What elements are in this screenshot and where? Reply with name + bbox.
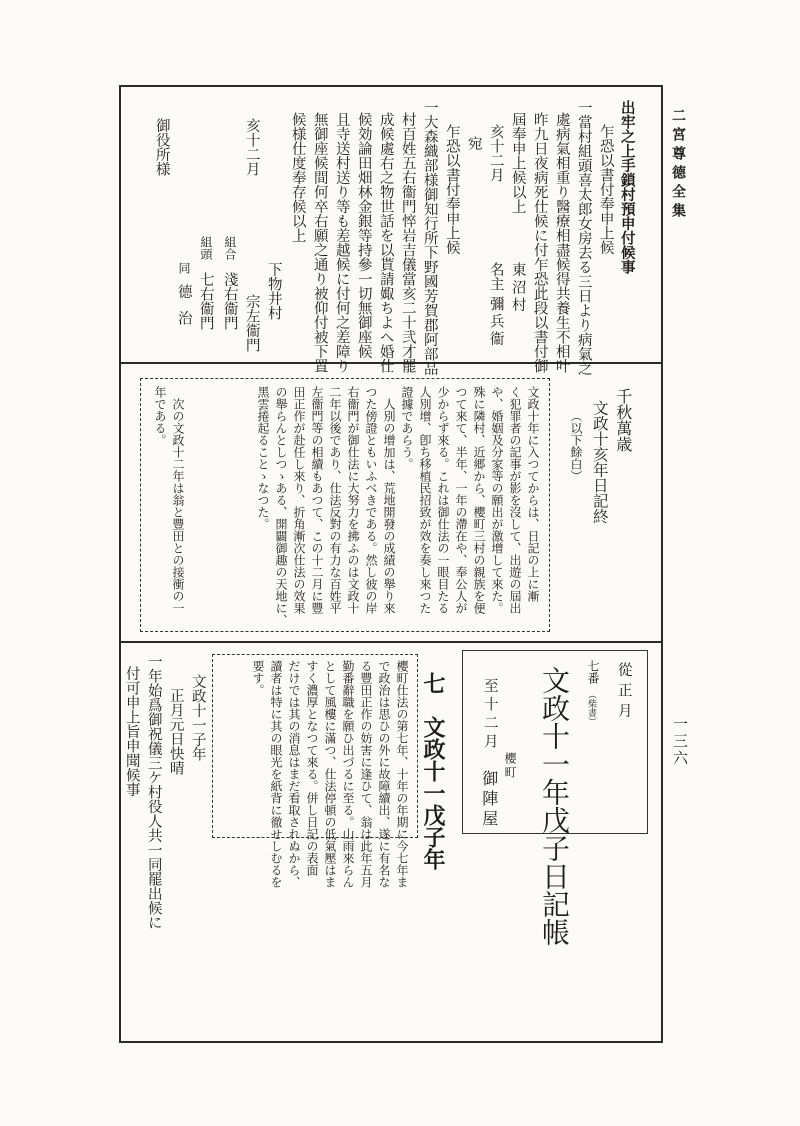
commentary-line: 櫻町仕法の第七年、十年の年期に今七年ま: [395, 660, 409, 888]
commentary-line: 田正作が赴任し來り、折角漸次仕法の效果: [292, 386, 306, 614]
title-location-small: 櫻町: [503, 752, 517, 780]
top-line: 乍恐以書付奉申上候: [443, 124, 460, 255]
title-period-end: 至十二月: [481, 678, 498, 752]
top-line: 處病氣相重り醫療相盡候得共養生不相叶: [553, 112, 570, 373]
commentary-line: 證據であらう。: [400, 386, 414, 470]
diary-date: 正月元日快晴: [167, 688, 184, 775]
commentary-line: 左衞門等の相續もあつて、この十二月に豐: [310, 386, 324, 614]
top-line: 且寺送村送り等も差越候に付何之差障り: [333, 112, 350, 373]
commentary-line: 殊に隣村、近郷から、櫻町三村の親族を便: [472, 386, 486, 614]
commentary-line: で政治は思ひの外に故障續出、遂に有名な: [377, 660, 391, 888]
top-line: 一大森織部様御知行所下野國芳賀郡阿部品: [421, 100, 438, 376]
commentary-line: すく濃厚となつて來る。併し日記の表面: [305, 660, 319, 876]
title-number-note: （柴書）: [586, 690, 596, 726]
signature-name: 德治: [175, 284, 192, 337]
top-heading: 出牢之上手鎖村預申付候事: [618, 100, 636, 274]
top-line: 一當村組頭喜太郎女房去る三日より病氣之: [575, 100, 592, 376]
top-line: 候様仕度奉存候以上: [289, 112, 306, 243]
commentary-line: 要す。: [251, 660, 265, 696]
signature-name: 七右衞門: [197, 272, 214, 330]
title-period-start: 從正月: [615, 662, 632, 724]
commentary-line: として風樓に滿つ、仕法停頓の低氣壓はま: [323, 660, 337, 888]
commentary-line: 人別の增加は、荒地開發の成績の舉り來: [382, 398, 396, 614]
commentary-line: る豐田正作の妨害に逢ひて、翁は此年五月: [359, 660, 373, 888]
middle-subtitle: 文政十亥年日記終: [590, 400, 609, 524]
commentary-line: や、婚姻及分家等の願出が激增して來た。: [490, 386, 504, 614]
section-heading: 七 文政十一戊子年: [420, 672, 446, 870]
signature-name: 宗左衞門: [243, 294, 260, 352]
commentary-line: 黑雲捲起ることゝなつた。: [256, 386, 270, 530]
commentary-line: く犯罪者の記事が影を沒して、出遊の屆出: [508, 386, 522, 614]
top-line: 御役所様: [153, 118, 170, 176]
title-number: 七番: [586, 660, 600, 684]
signature-role: 組頭: [199, 236, 213, 260]
signature-village: 下物井村: [265, 262, 282, 320]
commentary-line: つて來て、半年、一年の滯在や、奉公人が: [454, 386, 468, 614]
page-number: 一三六: [671, 716, 689, 767]
commentary-line: 勤番辭職を願ひ出づるに至る。山雨來らん: [341, 660, 355, 888]
commentary-line: 右衞門が御仕法に大努力を拂ふのは文政十: [346, 386, 360, 614]
commentary-line: 讀者は特に其の眼光を紙背に徹せしむるを: [269, 660, 283, 888]
commentary-line: 年である。: [153, 386, 167, 446]
commentary-line: だけでは其の消息はまだ看取されぬから、: [287, 660, 301, 888]
top-line: 村百姓五右衞門悴岩吉儀當亥二十弐才罷: [399, 112, 416, 373]
section-divider-bottom: [119, 641, 663, 643]
diary-entry: 一年始爲御祝儀三ケ村役人共一同罷出候に: [145, 654, 162, 930]
top-line: 亥十二月: [243, 118, 260, 176]
commentary-line: 文政十年に入つてからは、日記の上に漸: [526, 386, 540, 602]
diary-year: 文政十一子年: [189, 674, 206, 761]
commentary-line: 次の文政十二年は翁と豐田との接衝の一: [171, 398, 185, 614]
top-line: 屆奉申上候以上: [509, 112, 526, 214]
diary-entry: 付可申上旨申聞候事: [123, 666, 140, 797]
signature-name: 彌兵衞: [487, 296, 504, 349]
signature-role: 組合: [223, 236, 237, 260]
middle-title: 千秋萬歳: [613, 388, 633, 452]
commentary-line: 人別增、卽ち移植民招致が效を奏し來つた: [418, 386, 432, 614]
commentary-line: の舉らんとしつゝある、開闢御趣の天地に、: [274, 386, 288, 626]
top-line: 無御座候間何卒右願之通り被仰付被下置: [311, 112, 328, 373]
top-line: 候効論田畑林金銀等持參一切無御座候: [355, 112, 372, 359]
commentary-line: 二年以後であり、仕法反對の有力な百姓平: [328, 386, 342, 614]
book-title: 二宮尊德全集: [670, 108, 686, 222]
commentary-line: つた傍證ともいふべきである。然し彼の岸: [364, 386, 378, 614]
middle-subtitle-note: （以下餘白）: [569, 410, 583, 482]
top-line: 乍恐以書付奉申上候: [597, 124, 614, 255]
commentary-line: 少からず來る。これは御仕法の一眼目たる: [436, 386, 450, 614]
signature-village: 東沼村: [509, 262, 526, 315]
signature-role: 名主: [487, 262, 504, 291]
diary-title: 文政十一年戊子日記帳: [538, 666, 571, 946]
signature-role: 同: [177, 262, 191, 274]
top-line: 成候處右之物世話を以貰請娵ちよへ婚仕: [377, 112, 394, 373]
title-location: 御陣屋: [479, 770, 499, 830]
top-line: 宛: [465, 136, 482, 151]
top-line: 昨九日夜病死仕候に付乍恐此段以書付御: [531, 112, 548, 373]
signature-name: 淺右衞門: [221, 272, 238, 330]
top-line: 亥十二月: [487, 124, 504, 182]
